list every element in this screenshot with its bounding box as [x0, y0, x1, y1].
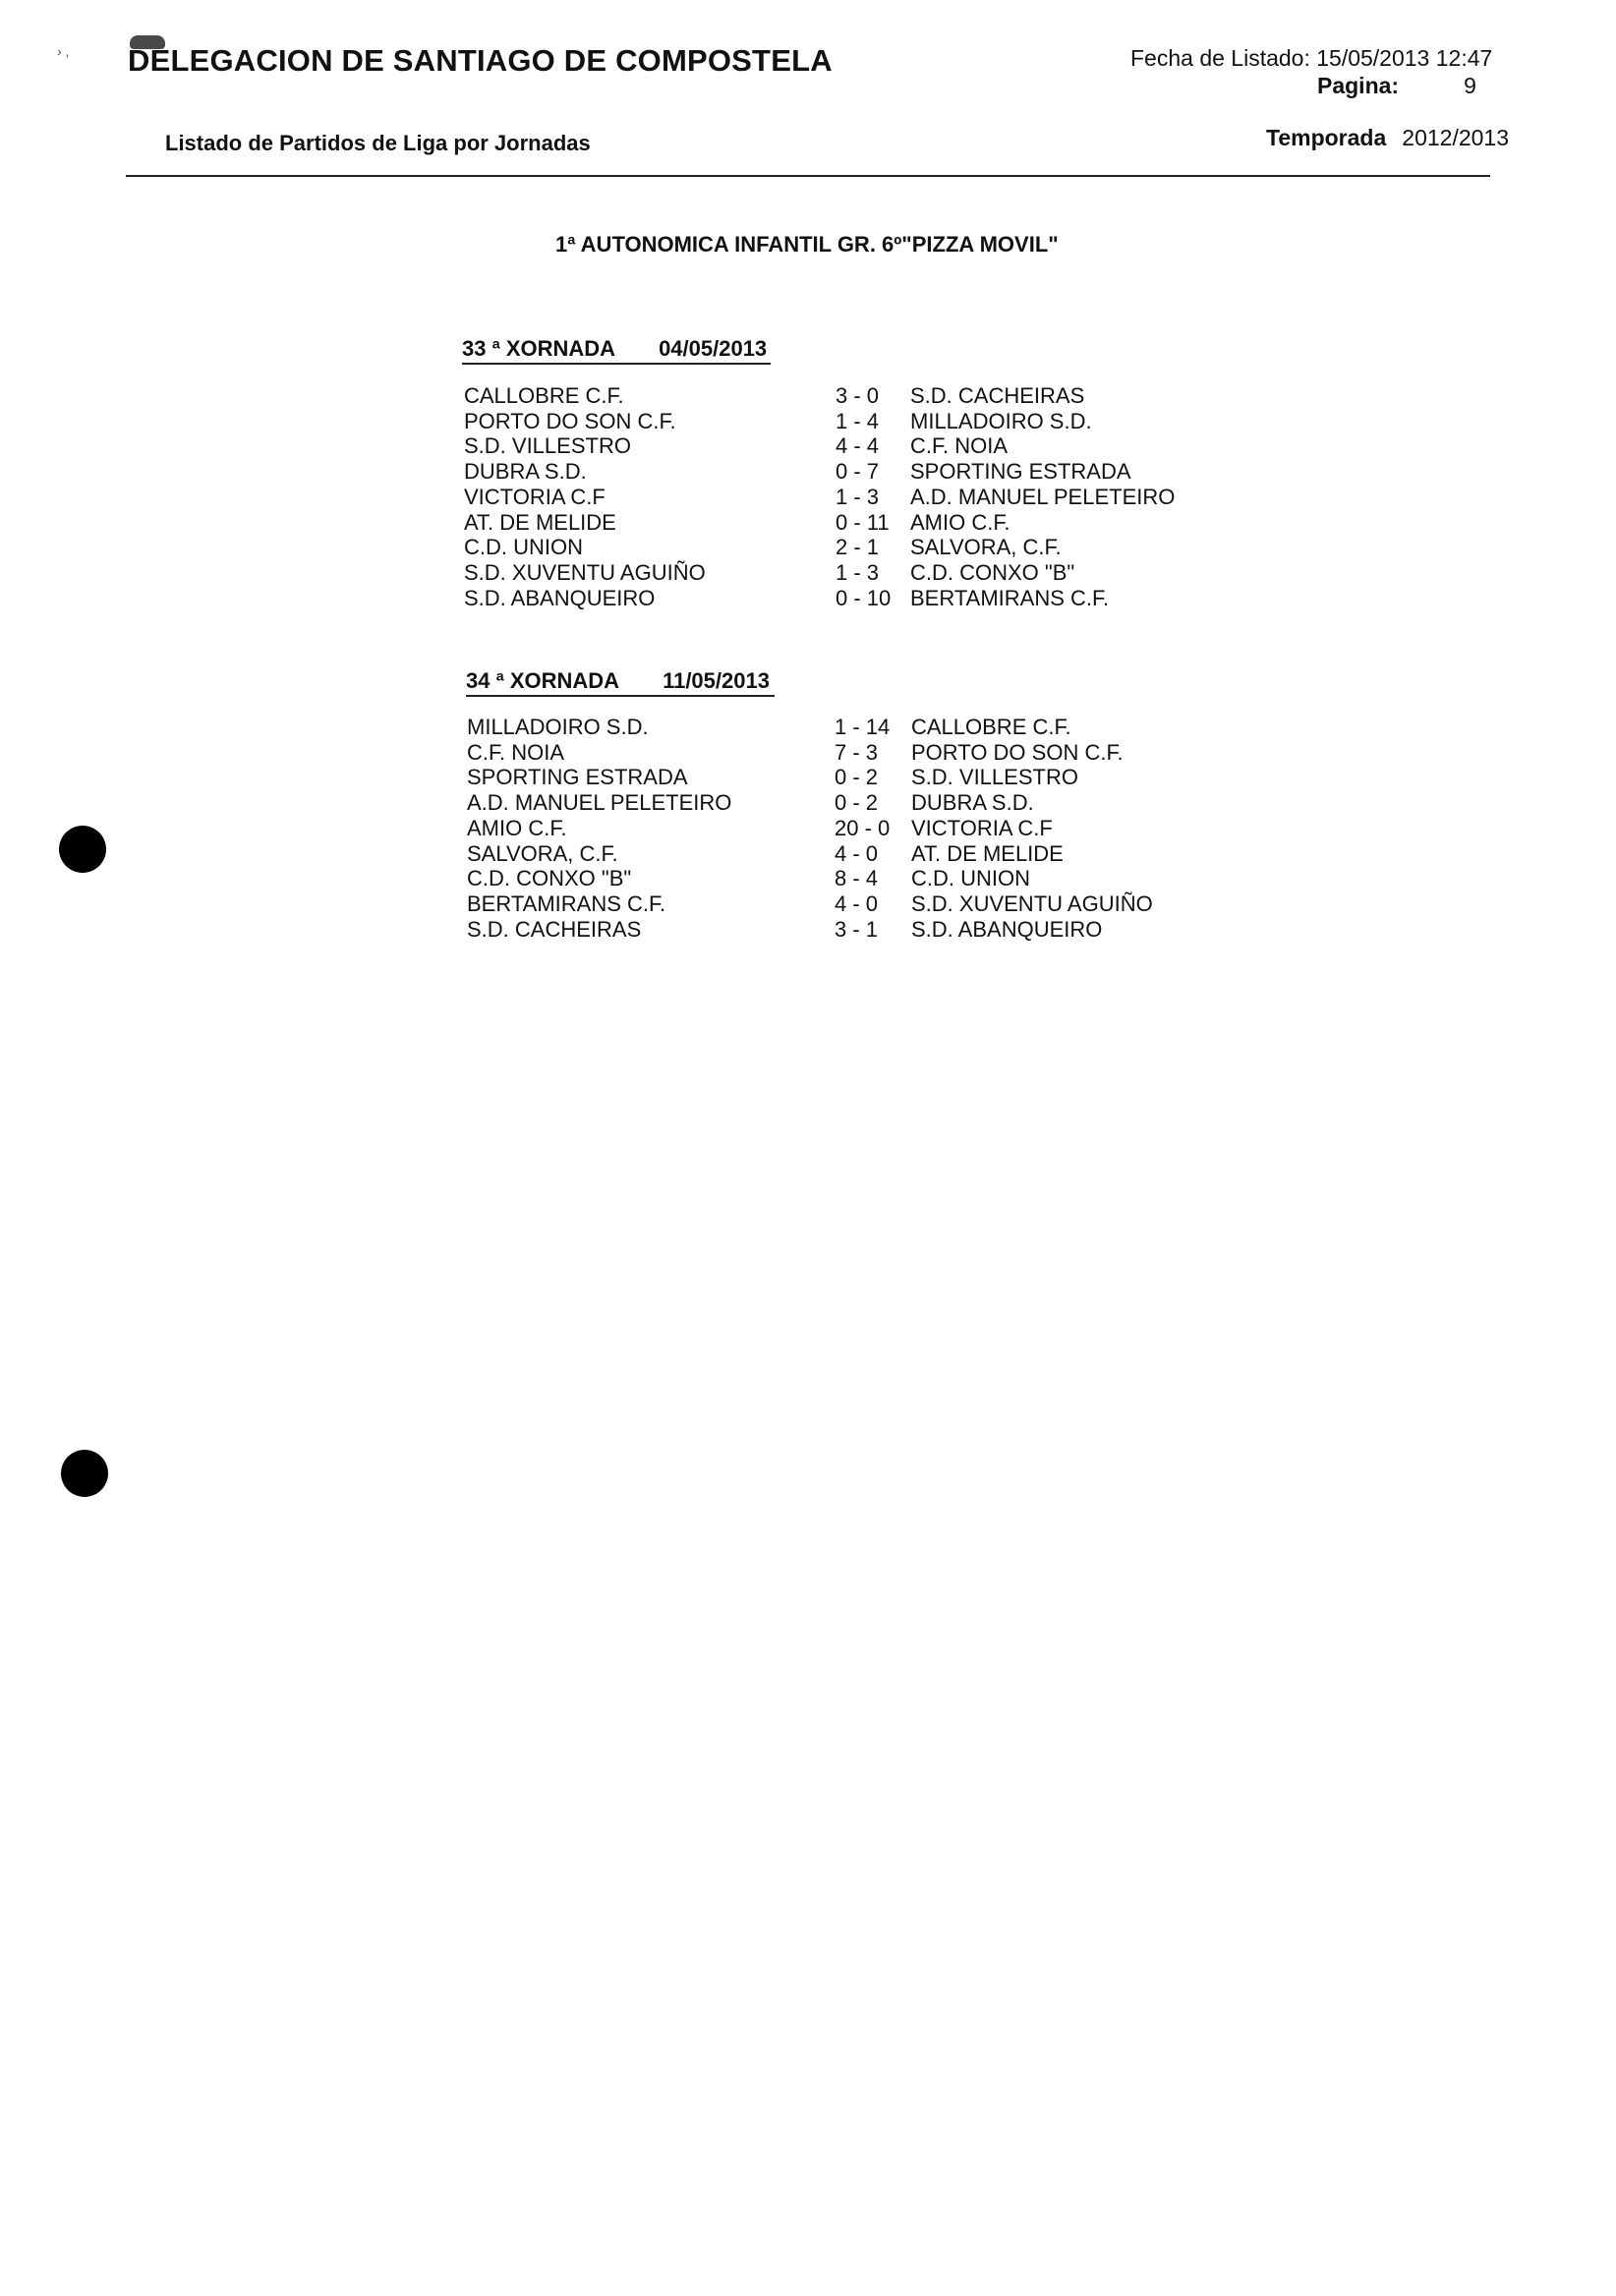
- round-date: 04/05/2013: [659, 336, 768, 361]
- punch-hole: [61, 1450, 108, 1497]
- organization-title: DELEGACION DE SANTIAGO DE COMPOSTELA: [128, 43, 833, 78]
- competition-title: 1ª AUTONOMICA INFANTIL GR. 6º"PIZZA MOVIL": [555, 232, 1059, 257]
- round-underline: [462, 363, 771, 365]
- round-title: 33 ª XORNADA: [462, 336, 616, 361]
- round-header: [462, 336, 767, 362]
- match-score: 0 - 2: [835, 790, 879, 816]
- match-score: 20 - 0: [835, 815, 891, 840]
- round-header: [466, 668, 770, 694]
- away-team: VICTORIA C.F: [911, 815, 1053, 840]
- away-team: S.D. VILLESTRO: [911, 765, 1078, 790]
- away-team: C.F. NOIA: [910, 433, 1009, 459]
- match-score: 4 - 4: [836, 433, 880, 459]
- match-score: 3 - 1: [835, 916, 879, 942]
- away-team: DUBRA S.D.: [911, 790, 1034, 816]
- listing-date-value: 15/05/2013 12:47: [1316, 45, 1493, 71]
- match-score: 1 - 4: [836, 408, 880, 433]
- away-team: SALVORA, C.F.: [910, 535, 1062, 560]
- home-team: BERTAMIRANS C.F.: [467, 890, 666, 916]
- round-date: 11/05/2013: [663, 668, 770, 693]
- home-team: S.D. ABANQUEIRO: [464, 585, 656, 610]
- match-score: 0 - 2: [835, 765, 879, 790]
- home-team: S.D. CACHEIRAS: [467, 916, 642, 942]
- home-team: S.D. VILLESTRO: [464, 433, 631, 459]
- punch-hole: [59, 826, 106, 873]
- match-score: 1 - 3: [836, 559, 880, 585]
- away-team: CALLOBRE C.F.: [911, 715, 1071, 739]
- home-team: CALLOBRE C.F.: [464, 383, 624, 408]
- away-team: S.D. CACHEIRAS: [910, 383, 1085, 408]
- away-team: SPORTING ESTRADA: [910, 459, 1131, 485]
- scores-column: [835, 715, 890, 942]
- match-score: 8 - 4: [835, 866, 879, 891]
- away-team: A.D. MANUEL PELETEIRO: [910, 484, 1176, 509]
- home-team: C.D. CONXO "B": [467, 866, 632, 891]
- season-label: Temporada: [1266, 125, 1387, 150]
- match-score: 0 - 10: [836, 585, 892, 610]
- round-title: 34 ª XORNADA: [466, 668, 620, 693]
- match-score: 3 - 0: [836, 383, 880, 408]
- match-score: 4 - 0: [835, 890, 879, 916]
- away-team: BERTAMIRANS C.F.: [910, 585, 1110, 610]
- away-team: AT. DE MELIDE: [911, 840, 1064, 866]
- page-number: [1317, 73, 1476, 99]
- home-team: C.F. NOIA: [467, 739, 565, 765]
- page-value: 9: [1464, 73, 1476, 98]
- home-team: DUBRA S.D.: [464, 459, 587, 485]
- home-team: VICTORIA C.F: [464, 484, 606, 509]
- listing-date: [1130, 45, 1492, 72]
- home-team: AMIO C.F.: [467, 815, 567, 840]
- away-team: C.D. UNION: [911, 866, 1030, 891]
- season-value: 2012/2013: [1402, 125, 1510, 150]
- home-team: C.D. UNION: [464, 535, 583, 560]
- away-team: C.D. CONXO "B": [910, 559, 1075, 585]
- home-team: SPORTING ESTRADA: [467, 765, 688, 790]
- away-teams-column: [911, 715, 1153, 942]
- header-divider: [126, 175, 1490, 177]
- corner-mark: › ,: [57, 43, 70, 59]
- home-team: MILLADOIRO S.D.: [467, 715, 649, 739]
- home-team: A.D. MANUEL PELETEIRO: [467, 790, 732, 816]
- away-team: AMIO C.F.: [910, 509, 1010, 535]
- match-list: [467, 715, 1214, 950]
- match-score: 4 - 0: [835, 840, 879, 866]
- match-score: 1 - 14: [835, 715, 891, 739]
- home-team: SALVORA, C.F.: [467, 840, 618, 866]
- page-label: Pagina:: [1317, 73, 1400, 98]
- home-team: AT. DE MELIDE: [464, 509, 616, 535]
- season: [1266, 125, 1509, 151]
- match-list: [464, 383, 1211, 619]
- report-title: Listado de Partidos de Liga por Jornadas: [165, 131, 591, 155]
- home-teams-column: [467, 715, 731, 942]
- scores-column: [836, 383, 891, 610]
- away-team: MILLADOIRO S.D.: [910, 408, 1092, 433]
- listing-date-label: Fecha de Listado:: [1130, 45, 1310, 71]
- round-underline: [466, 695, 775, 697]
- home-team: S.D. XUVENTU AGUIÑO: [464, 559, 706, 585]
- match-score: 0 - 7: [836, 459, 880, 485]
- match-score: 2 - 1: [836, 535, 880, 560]
- away-team: S.D. XUVENTU AGUIÑO: [911, 890, 1153, 916]
- away-team: S.D. ABANQUEIRO: [911, 916, 1103, 942]
- match-score: 0 - 11: [836, 509, 890, 535]
- away-teams-column: [910, 383, 1175, 610]
- home-teams-column: [464, 383, 706, 610]
- away-team: PORTO DO SON C.F.: [911, 739, 1124, 765]
- match-score: 1 - 3: [836, 484, 880, 509]
- home-team: PORTO DO SON C.F.: [464, 408, 676, 433]
- match-score: 7 - 3: [835, 739, 879, 765]
